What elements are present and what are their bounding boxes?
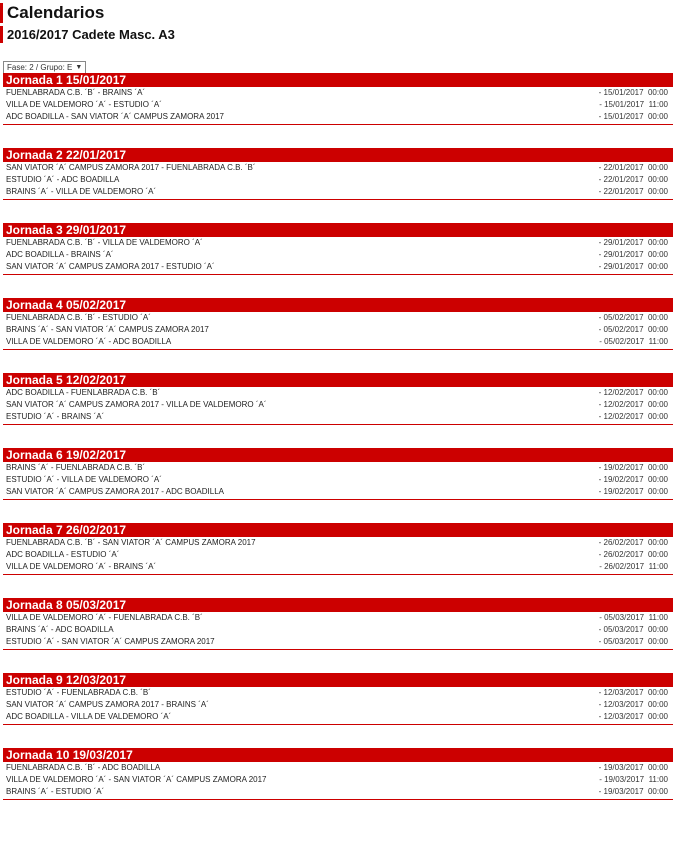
match-teams: BRAINS ´A´ - ESTUDIO ´A´ [6, 787, 105, 796]
match-row [3, 462, 673, 474]
match-list [3, 237, 673, 275]
match-teams: ADC BOADILLA - ESTUDIO ´A´ [6, 550, 120, 559]
match-datetime: - 05/03/2017 11:00 [599, 613, 668, 622]
match-datetime: - 15/01/2017 11:00 [599, 100, 668, 109]
match-list [3, 762, 673, 800]
jornada-header: Jornada 5 12/02/2017 [3, 373, 673, 387]
match-row [3, 174, 673, 186]
match-row [3, 636, 673, 648]
match-list [3, 87, 673, 125]
match-row [3, 411, 673, 423]
match-datetime: - 05/03/2017 00:00 [598, 625, 668, 634]
match-teams: SAN VIATOR ´A´ CAMPUS ZAMORA 2017 - FUENLABRADA C.B. ´B´ [6, 163, 256, 172]
chevron-down-icon: ▼ [75, 64, 83, 71]
match-teams: VILLA DE VALDEMORO ´A´ - ADC BOADILLA [6, 337, 172, 346]
jornada-header: Jornada 9 12/03/2017 [3, 673, 673, 687]
jornada-header: Jornada 7 26/02/2017 [3, 523, 673, 537]
match-datetime: - 22/01/2017 00:00 [598, 163, 668, 172]
match-list [3, 387, 673, 425]
match-row [3, 624, 673, 636]
match-datetime: - 19/03/2017 00:00 [598, 763, 668, 772]
match-teams: ESTUDIO ´A´ - SAN VIATOR ´A´ CAMPUS ZAMORA 2017 [6, 637, 215, 646]
match-teams: FUENLABRADA C.B. ´B´ - ESTUDIO ´A´ [6, 313, 151, 322]
match-datetime: - 26/02/2017 11:00 [599, 562, 668, 571]
match-teams: VILLA DE VALDEMORO ´A´ - ESTUDIO ´A´ [6, 100, 162, 109]
match-teams: SAN VIATOR ´A´ CAMPUS ZAMORA 2017 - BRAINS ´A´ [6, 700, 209, 709]
jornada-section [3, 373, 673, 425]
match-row [3, 111, 673, 123]
match-row [3, 87, 673, 99]
match-teams: BRAINS ´A´ - FUENLABRADA C.B. ´B´ [6, 463, 146, 472]
match-row [3, 561, 673, 573]
match-datetime: - 12/02/2017 00:00 [598, 400, 668, 409]
match-datetime: - 12/03/2017 00:00 [598, 700, 668, 709]
match-row [3, 186, 673, 198]
match-teams: SAN VIATOR ´A´ CAMPUS ZAMORA 2017 - ESTUDIO ´A´ [6, 262, 215, 271]
jornada-header: Jornada 8 05/03/2017 [3, 598, 673, 612]
match-list [3, 537, 673, 575]
match-row [3, 687, 673, 699]
match-list [3, 462, 673, 500]
jornada-section [3, 448, 673, 500]
match-row [3, 486, 673, 498]
match-row [3, 312, 673, 324]
match-row [3, 399, 673, 411]
jornada-header: Jornada 6 19/02/2017 [3, 448, 673, 462]
jornada-section [3, 148, 673, 200]
match-datetime: - 19/02/2017 00:00 [598, 463, 668, 472]
match-row [3, 99, 673, 111]
match-row [3, 162, 673, 174]
match-row [3, 774, 673, 786]
match-teams: ADC BOADILLA - SAN VIATOR ´A´ CAMPUS ZAMORA 2017 [6, 112, 224, 121]
match-teams: VILLA DE VALDEMORO ´A´ - SAN VIATOR ´A´ CAMPUS ZAMORA 2017 [6, 775, 267, 784]
match-teams: VILLA DE VALDEMORO ´A´ - BRAINS ´A´ [6, 562, 157, 571]
match-teams: FUENLABRADA C.B. ´B´ - ADC BOADILLA [6, 763, 161, 772]
match-datetime: - 05/03/2017 00:00 [598, 637, 668, 646]
match-row [3, 237, 673, 249]
match-datetime: - 19/03/2017 00:00 [598, 787, 668, 796]
jornada-section [3, 748, 673, 800]
match-teams: FUENLABRADA C.B. ´B´ - VILLA DE VALDEMORO ´A´ [6, 238, 203, 247]
match-teams: SAN VIATOR ´A´ CAMPUS ZAMORA 2017 - ADC BOADILLA [6, 487, 224, 496]
match-datetime: - 29/01/2017 00:00 [598, 250, 668, 259]
match-datetime: - 26/02/2017 00:00 [598, 550, 668, 559]
jornada-header: Jornada 1 15/01/2017 [3, 73, 673, 87]
jornada-header: Jornada 3 29/01/2017 [3, 223, 673, 237]
match-datetime: - 29/01/2017 00:00 [598, 238, 668, 247]
jornada-header: Jornada 2 22/01/2017 [3, 148, 673, 162]
match-datetime: - 19/03/2017 11:00 [599, 775, 668, 784]
match-teams: ESTUDIO ´A´ - FUENLABRADA C.B. ´B´ [6, 688, 151, 697]
match-teams: FUENLABRADA C.B. ´B´ - BRAINS ´A´ [6, 88, 146, 97]
match-datetime: - 15/01/2017 00:00 [598, 112, 668, 121]
match-datetime: - 12/03/2017 00:00 [598, 712, 668, 721]
match-datetime: - 22/01/2017 00:00 [598, 187, 668, 196]
match-row [3, 387, 673, 399]
match-teams: ADC BOADILLA - BRAINS ´A´ [6, 250, 114, 259]
match-row [3, 549, 673, 561]
jornada-section [3, 223, 673, 275]
match-list [3, 312, 673, 350]
match-row [3, 336, 673, 348]
jornada-list [3, 73, 673, 823]
jornada-header: Jornada 4 05/02/2017 [3, 298, 673, 312]
match-datetime: - 22/01/2017 00:00 [598, 175, 668, 184]
match-teams: BRAINS ´A´ - SAN VIATOR ´A´ CAMPUS ZAMORA 2017 [6, 325, 209, 334]
match-row [3, 474, 673, 486]
match-datetime: - 19/02/2017 00:00 [598, 475, 668, 484]
match-teams: BRAINS ´A´ - VILLA DE VALDEMORO ´A´ [6, 187, 157, 196]
match-list [3, 612, 673, 650]
phase-group-select-value: Fase: 2 / Grupo: E [7, 63, 73, 72]
page-title: Calendarios [0, 3, 104, 23]
jornada-section [3, 598, 673, 650]
match-datetime: - 05/02/2017 00:00 [598, 313, 668, 322]
match-datetime: - 05/02/2017 00:00 [598, 325, 668, 334]
match-teams: ADC BOADILLA - FUENLABRADA C.B. ´B´ [6, 388, 161, 397]
match-datetime: - 05/02/2017 11:00 [599, 337, 668, 346]
match-datetime: - 12/03/2017 00:00 [598, 688, 668, 697]
match-datetime: - 12/02/2017 00:00 [598, 412, 668, 421]
match-row [3, 612, 673, 624]
match-list [3, 687, 673, 725]
match-row [3, 261, 673, 273]
match-teams: SAN VIATOR ´A´ CAMPUS ZAMORA 2017 - VILLA DE VALDEMORO ´A´ [6, 400, 267, 409]
match-teams: FUENLABRADA C.B. ´B´ - SAN VIATOR ´A´ CAMPUS ZAMORA 2017 [6, 538, 256, 547]
match-datetime: - 19/02/2017 00:00 [598, 487, 668, 496]
match-datetime: - 26/02/2017 00:00 [598, 538, 668, 547]
match-list [3, 162, 673, 200]
jornada-section [3, 73, 673, 125]
jornada-section [3, 298, 673, 350]
match-teams: BRAINS ´A´ - ADC BOADILLA [6, 625, 114, 634]
match-row [3, 762, 673, 774]
match-row [3, 537, 673, 549]
match-datetime: - 15/01/2017 00:00 [598, 88, 668, 97]
match-datetime: - 12/02/2017 00:00 [598, 388, 668, 397]
page-subtitle: 2016/2017 Cadete Masc. A3 [0, 26, 175, 43]
jornada-header: Jornada 10 19/03/2017 [3, 748, 673, 762]
match-datetime: - 29/01/2017 00:00 [598, 262, 668, 271]
match-row [3, 786, 673, 798]
match-teams: ESTUDIO ´A´ - VILLA DE VALDEMORO ´A´ [6, 475, 162, 484]
match-row [3, 249, 673, 261]
match-teams: VILLA DE VALDEMORO ´A´ - FUENLABRADA C.B. ´B´ [6, 613, 203, 622]
match-teams: ESTUDIO ´A´ - ADC BOADILLA [6, 175, 120, 184]
match-row [3, 711, 673, 723]
match-teams: ADC BOADILLA - VILLA DE VALDEMORO ´A´ [6, 712, 172, 721]
match-row [3, 699, 673, 711]
jornada-section [3, 523, 673, 575]
match-row [3, 324, 673, 336]
match-teams: ESTUDIO ´A´ - BRAINS ´A´ [6, 412, 105, 421]
jornada-section [3, 673, 673, 725]
